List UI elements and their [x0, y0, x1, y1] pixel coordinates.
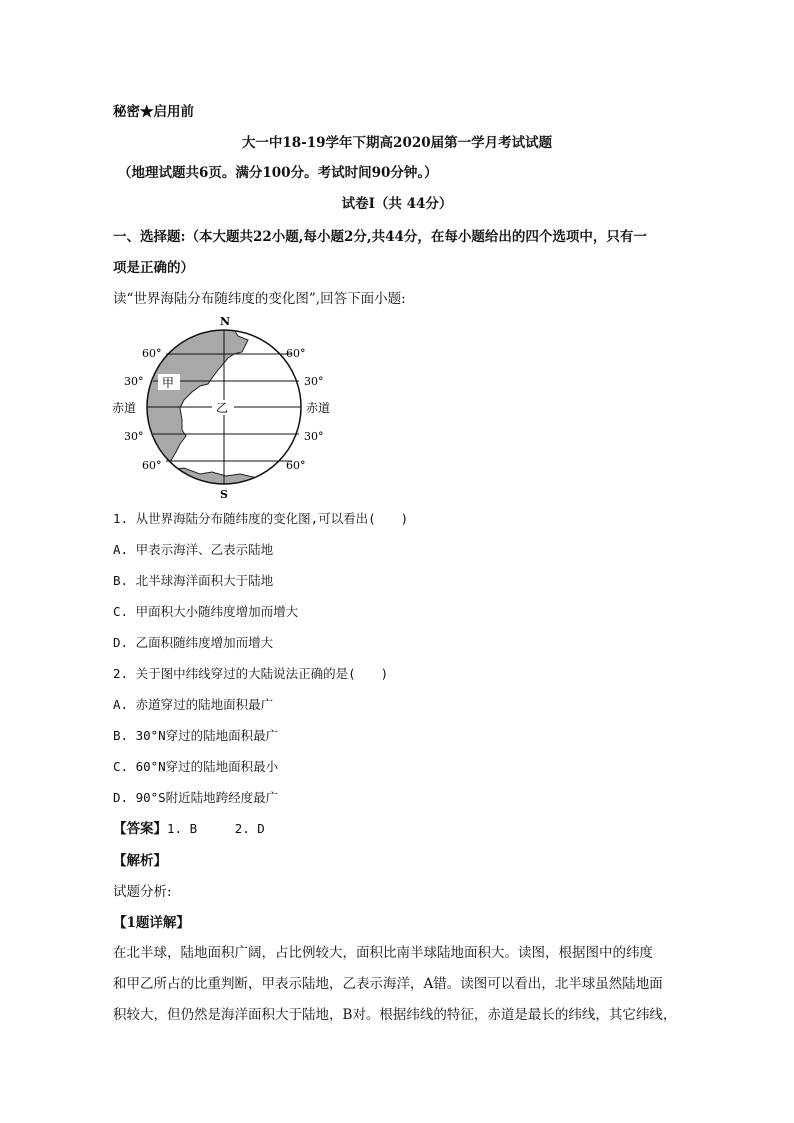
- lat-label-30n-left: 30°: [124, 375, 144, 388]
- answer-label: 【答案】: [113, 821, 167, 837]
- q1-option-d: D. 乙面积随纬度增加而增大: [113, 635, 274, 650]
- analysis-label: 【解析】: [113, 853, 167, 869]
- analysis-line: 和甲乙所占的比重判断，甲表示陆地，乙表示海洋，A错。读图可以看出，北半球虽然陆地面: [113, 976, 663, 992]
- ocean-label-yi: 乙: [216, 401, 229, 415]
- question-2-stem: 2. 关于图中纬线穿过的大陆说法正确的是( ): [113, 666, 389, 681]
- question-1-stem: 1. 从世界海陆分布随纬度的变化图,可以看出( ): [113, 511, 409, 526]
- lat-label-30s-right: 30°: [304, 430, 324, 443]
- q1-option-c: C. 甲面积大小随纬度增加而增大: [113, 604, 299, 619]
- exam-title: 大一中18-19学年下期高2020届第一学月考试试题: [241, 135, 553, 151]
- q1-option-b: B. 北半球海洋面积大于陆地: [113, 573, 274, 588]
- equator-label-left: 赤道: [112, 401, 137, 415]
- q2-option-c: C. 60°N穿过的陆地面积最小: [113, 759, 279, 774]
- land-label-jia: 甲: [162, 376, 175, 390]
- north-label: N: [220, 315, 231, 328]
- analysis-sub: 试题分析:: [113, 884, 172, 900]
- lat-label-60n-right: 60°: [286, 347, 306, 360]
- answer-line: [113, 820, 265, 838]
- section-heading-cont: 项是正确的）: [113, 260, 194, 276]
- lat-label-30s-left: 30°: [124, 430, 144, 443]
- secret-mark: 秘密★启用前: [113, 104, 194, 120]
- section-heading: 一、选择题:（本大题共22小题,每小题2分,共44分，在每小题给出的四个选项中，只有一: [113, 229, 647, 245]
- equator-label-right: 赤道: [306, 401, 331, 415]
- paper-title: 试卷Ⅰ（共 44分）: [341, 196, 453, 212]
- lat-label-60n-left: 60°: [142, 347, 162, 360]
- q2-option-d: D. 90°S附近陆地跨经度最广: [113, 790, 279, 805]
- answer-text: 1. B 2. D: [167, 821, 265, 836]
- analysis-line: 积较大，但仍然是海洋面积大于陆地，B对。根据纬线的特征，赤道是最长的纬线，其它纬线，: [113, 1007, 677, 1023]
- q2-option-a: A. 赤道穿过的陆地面积最广: [113, 697, 274, 712]
- analysis-line: 在北半球，陆地面积广阔，占比例较大，面积比南半球陆地面积大。读图，根据图中的纬度: [113, 945, 653, 961]
- analysis-paragraph: [113, 938, 685, 1031]
- lat-label-30n-right: 30°: [304, 375, 324, 388]
- land-sea-figure: [108, 312, 348, 502]
- lat-label-60s-right: 60°: [286, 459, 306, 472]
- q2-option-b: B. 30°N穿过的陆地面积最广: [113, 728, 279, 743]
- q1-detail-label: 【1题详解】: [113, 915, 190, 931]
- lat-label-60s-left: 60°: [142, 459, 162, 472]
- q1-option-a: A. 甲表示海洋、乙表示陆地: [113, 542, 274, 557]
- figure-intro: 读“世界海陆分布随纬度的变化图”,回答下面小题:: [113, 291, 406, 307]
- south-label: S: [220, 488, 228, 501]
- exam-info: （地理试题共6页。满分100分。考试时间90分钟。）: [118, 165, 438, 181]
